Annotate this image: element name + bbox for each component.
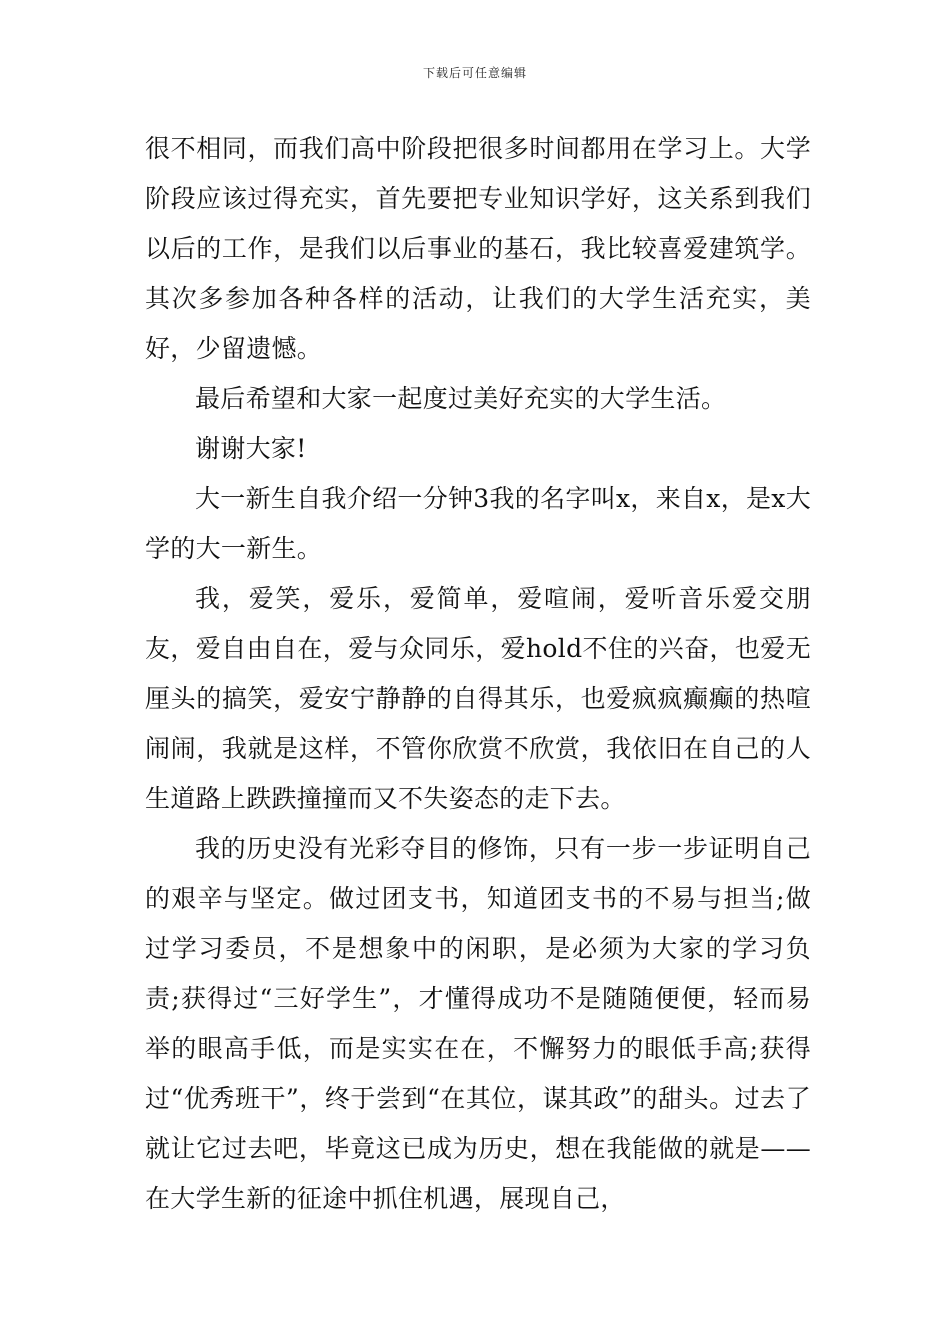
paragraph-1: 很不相同，而我们高中阶段把很多时间都用在学习上。大学阶段应该过得充实，首先要把专业知识学好，这关系到我们以后的工作，是我们以后事业的基石，我比较喜爱建筑学。其次多参加各种各样的活动，让我们的大学生活充实，美好，少留遗憾。 — [145, 134, 811, 363]
paragraph-2: 最后希望和大家一起度过美好充实的大学生活。 — [195, 384, 727, 413]
document-body — [145, 124, 811, 1224]
paragraph-3: 谢谢大家! — [195, 434, 307, 463]
paragraph-6: 我的历史没有光彩夺目的修饰，只有一步一步证明自己的艰辛与坚定。做过团支书，知道团支书的不易与担当;做过学习委员，不是想象中的闲职，是必须为大家的学习负责;获得过“三好学生”，才懂得成功不是随随便便，轻而易举的眼高手低，而是实实在在，不懈努力的眼低手高;获得过“优秀班干”，终于尝到“在其位，谋其政”的甜头。过去了就让它过去吧，毕竟这已成为历史，想在我能做的就是——在大学生新的征途中抓住机遇，展现自己， — [145, 834, 811, 1213]
page-header: 下载后可任意编辑 — [422, 66, 527, 80]
paragraph-4: 大一新生自我介绍一分钟3我的名字叫x，来自x，是x大学的大一新生。 — [145, 484, 812, 563]
paragraph-5: 我，爱笑，爱乐，爱简单，爱喧闹，爱听音乐爱交朋友，爱自由自在，爱与众同乐，爱hold不住的兴奋，也爱无厘头的搞笑，爱安宁静静的自得其乐，也爱疯疯癫癫的热喧闹闹，我就是这样，不管你欣赏不欣赏，我依旧在自己的人生道路上跌跌撞撞而又不失姿态的走下去。 — [145, 584, 811, 813]
